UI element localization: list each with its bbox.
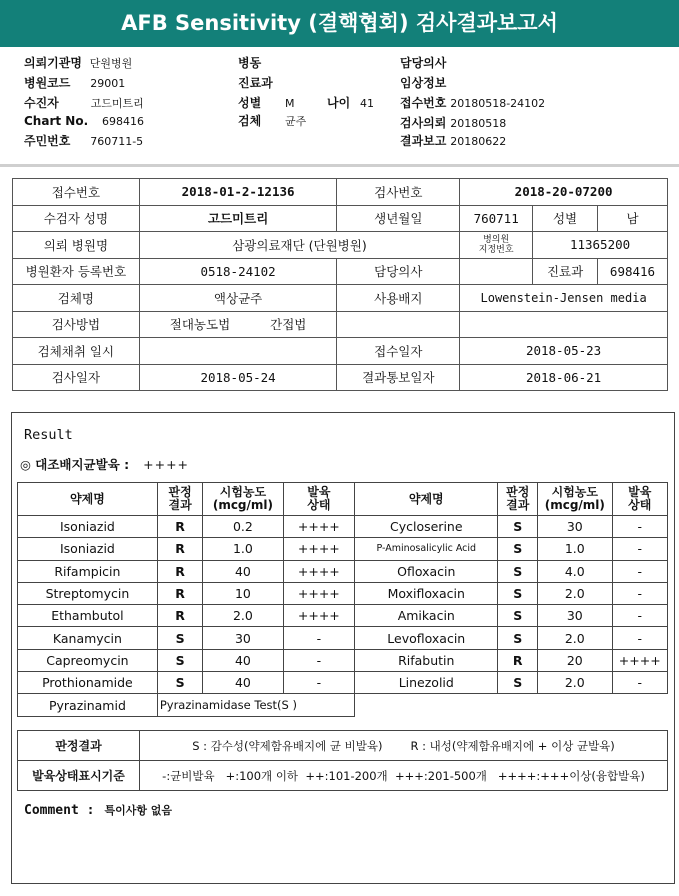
dept-label: 진료과 <box>238 76 273 90</box>
judge: S <box>498 516 538 538</box>
drug-name: Kanamycin <box>18 627 158 649</box>
receipt-date-label: 접수일자 <box>337 338 460 365</box>
method-label: 검사방법 <box>13 311 140 338</box>
name-value: 고드미트리 <box>139 205 337 232</box>
growth: ++++ <box>283 605 355 627</box>
growth: - <box>283 672 355 694</box>
judge: R <box>157 538 203 560</box>
test-no-label: 검사번호 <box>337 179 460 206</box>
drug-name: Amikacin <box>355 605 498 627</box>
table-row <box>18 672 668 694</box>
conc: 30 <box>203 627 283 649</box>
method-value: 절대농도법 간접법 <box>139 311 337 338</box>
hospital-value: 삼광의료재단 (단원병원) <box>139 232 459 259</box>
conc: 2.0 <box>538 582 612 604</box>
specimen-label-cell: 검체명 <box>13 285 140 312</box>
request-label: 검사의뢰 <box>400 116 447 130</box>
patient-label: 수진자 <box>24 96 59 110</box>
judge: S <box>498 582 538 604</box>
reg-value: 0518-24102 <box>139 258 337 285</box>
drug-name: Moxifloxacin <box>355 582 498 604</box>
drug-name: Pyrazinamid <box>18 694 158 716</box>
sex-value-cell: 남 <box>598 205 668 232</box>
growth: ++++ <box>612 649 667 671</box>
specimen-value-cell: 액상균주 <box>139 285 337 312</box>
drug-name: Isoniazid <box>18 538 158 560</box>
conc: 2.0 <box>538 627 612 649</box>
judge: S <box>498 538 538 560</box>
test-date-value: 2018-05-24 <box>139 364 337 391</box>
judge: S <box>157 627 203 649</box>
control-growth-value: ++++ <box>143 457 190 472</box>
col-drug: 약제명 <box>18 483 158 516</box>
reg-label: 병원환자 등록번호 <box>13 258 140 285</box>
conc: 1.0 <box>538 538 612 560</box>
request-value: 20180518 <box>450 117 507 130</box>
report-value: 20180622 <box>450 135 507 148</box>
drug-name: Isoniazid <box>18 516 158 538</box>
conc: 30 <box>538 605 612 627</box>
doctor-value-cell <box>460 258 533 285</box>
growth: - <box>612 672 667 694</box>
table-row <box>18 538 668 560</box>
col-judge-2: 판정 결과 <box>498 483 538 516</box>
collect-value <box>139 338 337 365</box>
pyrazinamidase-test: Pyrazinamidase Test(S ) <box>157 694 354 716</box>
sex-label: 성별 <box>238 96 262 110</box>
conc: 4.0 <box>538 560 612 582</box>
code-label: 병원코드 <box>24 76 71 90</box>
code-value: 29001 <box>90 77 126 90</box>
conc: 30 <box>538 516 612 538</box>
report-title: AFB Sensitivity (결핵협회) 검사결과보고서 <box>0 0 679 47</box>
patient-info-table <box>12 178 668 391</box>
empty-cell <box>337 311 460 338</box>
comment-value: 특이사항 없음 <box>104 804 173 817</box>
report-label: 결과보고 <box>400 134 447 148</box>
col-conc: 시험농도 (mcg/ml) <box>203 483 283 516</box>
doctor-label-cell: 담당의사 <box>337 258 460 285</box>
table-row <box>18 649 668 671</box>
birth-label: 생년월일 <box>337 205 460 232</box>
legend-table <box>17 730 668 791</box>
conc: 2.0 <box>203 605 283 627</box>
hosp-no-label: 병의원 지정번호 <box>460 232 533 259</box>
growth: - <box>612 560 667 582</box>
col-growth: 발육 상태 <box>283 483 355 516</box>
growth: - <box>283 649 355 671</box>
growth: - <box>612 627 667 649</box>
org-value: 단원병원 <box>89 57 133 70</box>
judge: S <box>498 627 538 649</box>
judge: S <box>498 560 538 582</box>
growth: - <box>612 538 667 560</box>
growth: - <box>612 605 667 627</box>
specimen-value: 균주 <box>285 115 307 128</box>
id-value: 760711-5 <box>90 135 144 148</box>
growth: ++++ <box>283 582 355 604</box>
org-label: 의뢰기관명 <box>24 56 82 70</box>
conc: 2.0 <box>538 672 612 694</box>
drug-sensitivity-table <box>17 482 668 717</box>
receipt-no-label: 접수번호 <box>13 179 140 206</box>
judge: S <box>498 605 538 627</box>
drug-name: Rifabutin <box>355 649 498 671</box>
growth: - <box>283 627 355 649</box>
sex-value: M <box>285 97 295 110</box>
table-row <box>18 582 668 604</box>
growth-legend-label: 발육상태표시기준 <box>18 761 140 791</box>
report-date-value: 2018-06-21 <box>460 364 668 391</box>
table-row <box>18 627 668 649</box>
growth: ++++ <box>283 560 355 582</box>
control-growth: ◎ 대조배지균발육 : ++++ <box>20 457 190 472</box>
judge: R <box>498 649 538 671</box>
table-row <box>18 560 668 582</box>
dept-label-cell: 진료과 <box>533 258 598 285</box>
drug-name: Capreomycin <box>18 649 158 671</box>
drug-name: P-Aminosalicylic Acid <box>355 538 498 560</box>
receipt-date-value: 2018-05-23 <box>460 338 668 365</box>
hosp-no-value: 11365200 <box>533 232 668 259</box>
growth: - <box>612 582 667 604</box>
drug-name: Linezolid <box>355 672 498 694</box>
doctor-label: 담당의사 <box>400 56 447 70</box>
judge: R <box>157 582 203 604</box>
col-judge: 판정 결과 <box>157 483 203 516</box>
judge: S <box>157 649 203 671</box>
medium-label: 사용배지 <box>337 285 460 312</box>
drug-name: Streptomycin <box>18 582 158 604</box>
judge: S <box>157 672 203 694</box>
receipt-value: 20180518-24102 <box>450 97 546 110</box>
drug-name: Levofloxacin <box>355 627 498 649</box>
birth-value: 760711 <box>460 205 533 232</box>
comment: Comment : 특이사항 없음 <box>24 803 173 818</box>
report-date-label: 결과통보일자 <box>337 364 460 391</box>
judge: R <box>157 516 203 538</box>
conc: 40 <box>203 649 283 671</box>
report-header <box>0 50 679 162</box>
growth: ++++ <box>283 516 355 538</box>
ward-label: 병동 <box>238 56 262 70</box>
col-drug-2: 약제명 <box>355 483 498 516</box>
judge-legend-label: 판정결과 <box>18 731 140 761</box>
dept-value-cell: 698416 <box>598 258 668 285</box>
col-conc-2: 시험농도 (mcg/ml) <box>538 483 612 516</box>
receipt-label: 접수번호 <box>400 96 447 110</box>
table-row <box>18 605 668 627</box>
medium-value: Lowenstein-Jensen media <box>460 285 668 312</box>
age-label: 나이 <box>327 96 351 110</box>
id-label: 주민번호 <box>24 134 71 148</box>
sex-label-cell: 성별 <box>533 205 598 232</box>
name-label: 수검자 성명 <box>13 205 140 232</box>
conc: 1.0 <box>203 538 283 560</box>
col-growth-2: 발육 상태 <box>612 483 667 516</box>
clinical-label: 임상정보 <box>400 76 447 90</box>
receipt-no-value: 2018-01-2-12136 <box>139 179 337 206</box>
judge: S <box>498 672 538 694</box>
growth: - <box>612 516 667 538</box>
growth: ++++ <box>283 538 355 560</box>
collect-label: 검체채취 일시 <box>13 338 140 365</box>
conc: 0.2 <box>203 516 283 538</box>
drug-name: Ethambutol <box>18 605 158 627</box>
drug-name: Cycloserine <box>355 516 498 538</box>
empty-cell <box>355 694 668 716</box>
table-row <box>18 694 668 716</box>
drug-name: Ofloxacin <box>355 560 498 582</box>
chart-value: 698416 <box>101 115 144 128</box>
specimen-label: 검체 <box>238 114 262 128</box>
judge-legend-value: S : 감수성(약제함유배지에 균 비발육) R : 내성(약제함유배지에 + 이상 균발육) <box>140 731 668 761</box>
judge: R <box>157 560 203 582</box>
empty-cell <box>460 311 668 338</box>
hospital-label: 의뢰 병원명 <box>13 232 140 259</box>
header-divider <box>0 164 679 167</box>
conc: 20 <box>538 649 612 671</box>
drug-name: Rifampicin <box>18 560 158 582</box>
age-value: 41 <box>360 97 375 110</box>
test-date-label: 검사일자 <box>13 364 140 391</box>
conc: 40 <box>203 560 283 582</box>
drug-name: Prothionamide <box>18 672 158 694</box>
conc: 40 <box>203 672 283 694</box>
patient-value: 고드미트리 <box>90 97 144 110</box>
test-no-value: 2018-20-07200 <box>460 179 668 206</box>
growth-legend-value: -:균비발육 +:100개 이하 ++:101-200개 +++:201-500개 ++++:+++이상(융합발육) <box>140 761 668 791</box>
result-title: Result <box>24 427 73 443</box>
chart-label: Chart No. <box>24 114 89 128</box>
table-row <box>18 516 668 538</box>
judge: R <box>157 605 203 627</box>
conc: 10 <box>203 582 283 604</box>
